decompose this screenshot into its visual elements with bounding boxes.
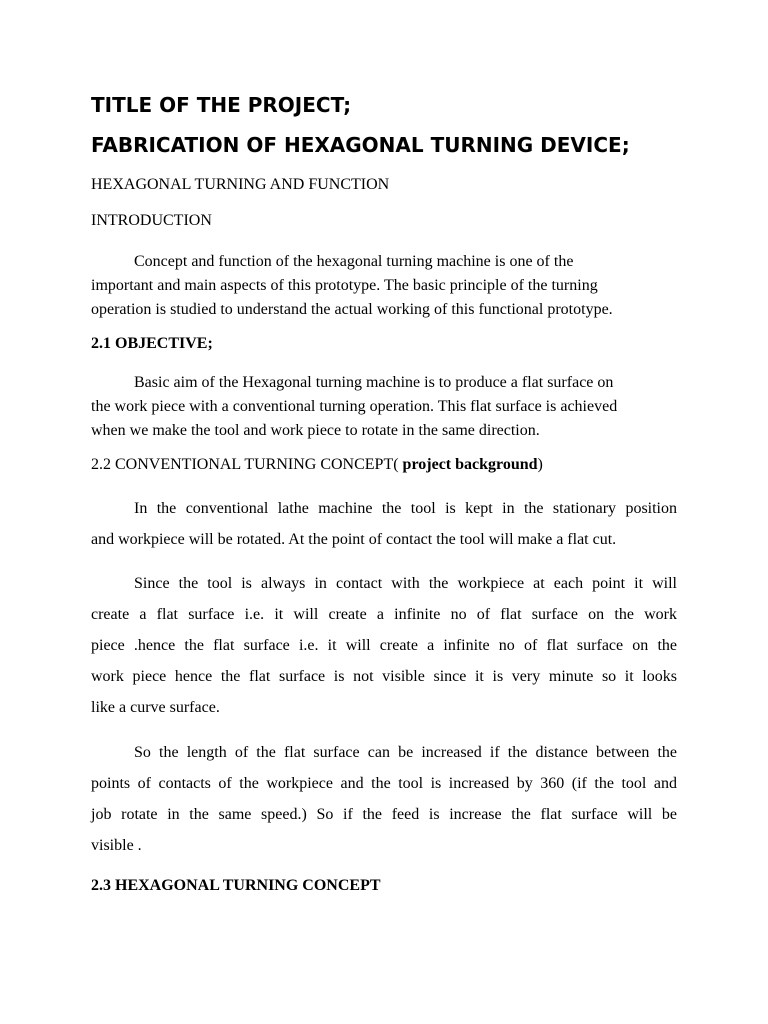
paragraph-line: So the length of the flat surface can be increased if the distance between the <box>134 744 677 761</box>
paragraph-line: like a curve surface. <box>91 699 220 716</box>
conventional-heading <box>91 456 543 474</box>
conventional-heading-prefix: 2.2 CONVENTIONAL TURNING CONCEPT( <box>91 456 399 473</box>
title-line-1: TITLE OF THE PROJECT; <box>91 93 352 117</box>
paragraph-line: Basic aim of the Hexagonal turning machine is to produce a flat surface on <box>134 374 614 391</box>
introduction-heading: INTRODUCTION <box>91 212 212 229</box>
paragraph-line: piece .hence the flat surface i.e. it will create a infinite no of flat surface on the <box>91 637 677 654</box>
paragraph-line: the work piece with a conventional turning operation. This flat surface is achieved <box>91 398 618 415</box>
paragraph-line: work piece hence the flat surface is not visible since it is very minute so it looks <box>91 668 677 685</box>
paragraph-line: visible . <box>91 837 142 854</box>
conventional-heading-bold: project background <box>398 456 538 473</box>
paragraph-line: Concept and function of the hexagonal turning machine is one of the <box>134 253 574 270</box>
paragraph-line: create a flat surface i.e. it will create a infinite no of flat surface on the work <box>91 606 677 623</box>
conventional-paragraph-2 <box>91 568 677 723</box>
paragraph-line: points of contacts of the workpiece and the tool is increased by 360 (if the tool and <box>91 775 677 792</box>
conventional-heading-suffix: ) <box>537 456 543 473</box>
conventional-paragraph-1 <box>91 493 677 555</box>
paragraph-line: Since the tool is always in contact with the workpiece at each point it will <box>134 575 677 592</box>
subtitle: HEXAGONAL TURNING AND FUNCTION <box>91 176 390 193</box>
paragraph-line: important and main aspects of this prototype. The basic principle of the turning <box>91 277 598 294</box>
paragraph-line: operation is studied to understand the actual working of this functional prototype. <box>91 301 613 318</box>
hexagonal-heading: 2.3 HEXAGONAL TURNING CONCEPT <box>91 877 381 894</box>
objective-paragraph <box>91 371 677 443</box>
paragraph-line: job rotate in the same speed.) So if the feed is increase the flat surface will be <box>91 806 677 823</box>
paragraph-line: and workpiece will be rotated. At the point of contact the tool will make a flat cut. <box>91 531 617 548</box>
paragraph-line: when we make the tool and work piece to rotate in the same direction. <box>91 422 540 439</box>
title-line-2: FABRICATION OF HEXAGONAL TURNING DEVICE; <box>91 133 630 157</box>
objective-heading: 2.1 OBJECTIVE; <box>91 335 213 352</box>
conventional-paragraph-3 <box>91 737 677 861</box>
introduction-paragraph <box>91 250 677 322</box>
paragraph-line: In the conventional lathe machine the tool is kept in the stationary position <box>134 500 677 517</box>
